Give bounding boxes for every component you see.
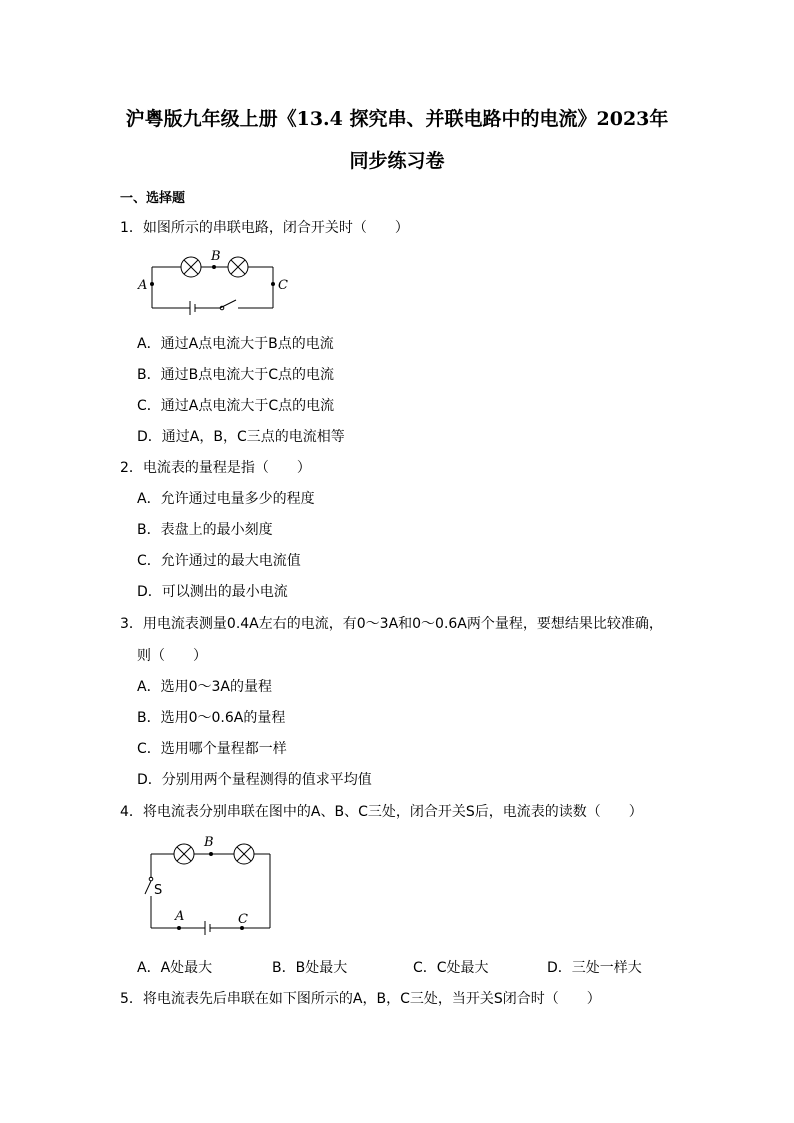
question-2-stem: 2．电流表的量程是指（ ） [120, 460, 311, 476]
point-a-label: A [138, 278, 148, 293]
point-c-label: C [278, 278, 288, 293]
question-4-circuit-diagram [134, 832, 284, 942]
question-5-stem: 5．将电流表先后串联在如下图所示的A，B，C三处，当开关S闭合时（ ） [120, 991, 601, 1007]
switch-s-icon [145, 881, 151, 894]
question-4-option-b[interactable]: B．B处最大 [272, 960, 348, 976]
question-4-option-d[interactable]: D．三处一样大 [547, 960, 642, 976]
point-c-label: C [238, 912, 248, 927]
question-2-option-d[interactable]: D．可以测出的最小电流 [137, 584, 288, 600]
question-4-option-c[interactable]: C．C处最大 [413, 960, 489, 976]
question-1-option-a[interactable]: A．通过A点电流大于B点的电流 [137, 336, 334, 352]
question-2-option-b[interactable]: B．表盘上的最小刻度 [137, 522, 273, 538]
question-3-stem: 3．用电流表测量0.4A左右的电流，有0～3A和0～0.6A两个量程，要想结果比较准确， [120, 616, 663, 632]
question-1-circuit-diagram [134, 244, 304, 324]
section-heading: 一、选择题 [120, 191, 186, 206]
question-1-stem: 1．如图所示的串联电路，闭合开关时（ ） [120, 220, 409, 236]
question-3-option-b[interactable]: B．选用0～0.6A的量程 [137, 710, 286, 726]
point-a-label: A [175, 909, 185, 924]
question-4-option-a[interactable]: A．A处最大 [137, 960, 213, 976]
point-b-label: B [204, 835, 214, 850]
switch-s-label: S [154, 883, 163, 898]
point-b-label: B [211, 249, 221, 264]
page-title-line1: 沪粤版九年级上册《13.4 探究串、并联电路中的电流》2023年 [125, 108, 669, 130]
question-2-option-a[interactable]: A．允许通过电量多少的程度 [137, 491, 315, 507]
question-3-option-d[interactable]: D．分别用两个量程测得的值求平均值 [137, 772, 372, 788]
question-3-stem-continued: 则（ ） [137, 648, 207, 664]
question-1-option-c[interactable]: C．通过A点电流大于C点的电流 [137, 398, 335, 414]
question-3-option-a[interactable]: A．选用0～3A的量程 [137, 679, 272, 695]
question-3-option-c[interactable]: C．选用哪个量程都一样 [137, 741, 287, 757]
switch-icon [220, 300, 236, 308]
question-4-stem: 4．将电流表分别串联在图中的A、B、C三处，闭合开关S后，电流表的读数（ ） [120, 804, 643, 820]
page-title-line2: 同步练习卷 [349, 150, 445, 172]
question-1-option-d[interactable]: D．通过A，B，C三点的电流相等 [137, 429, 345, 445]
question-2-option-c[interactable]: C．允许通过的最大电流值 [137, 553, 301, 569]
question-1-option-b[interactable]: B．通过B点电流大于C点的电流 [137, 367, 334, 383]
